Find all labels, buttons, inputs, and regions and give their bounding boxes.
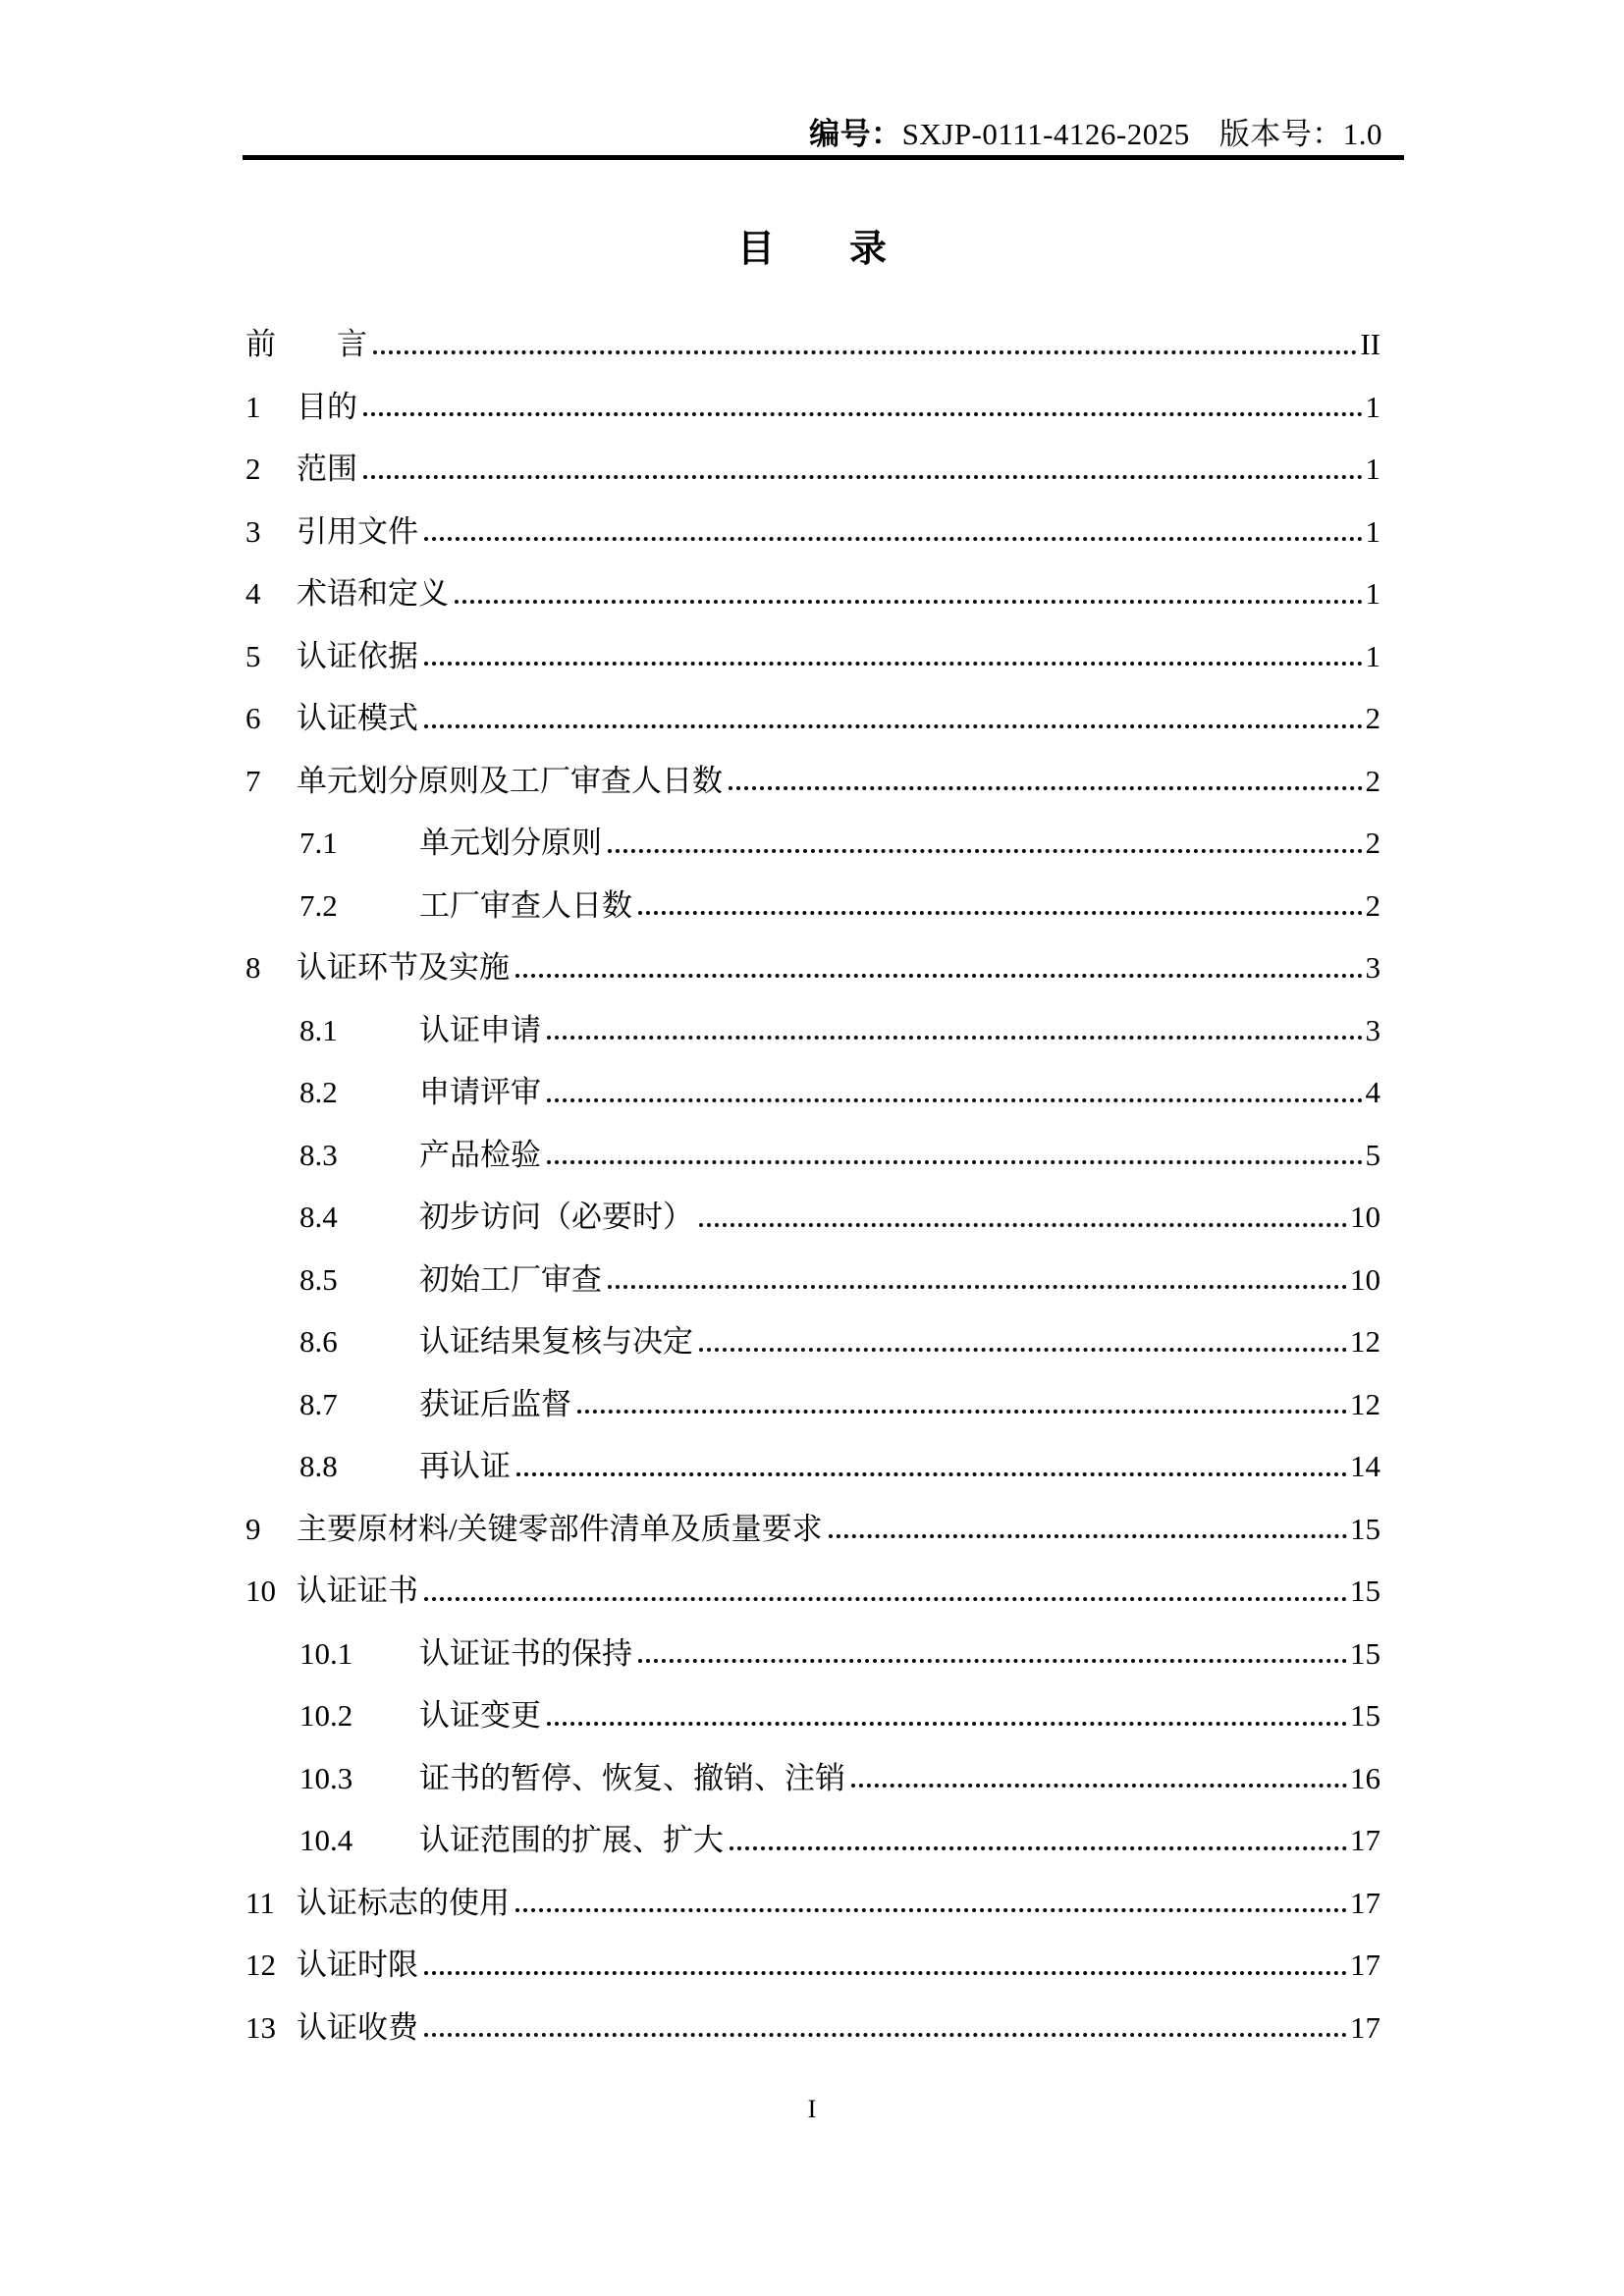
toc-page-number: 17 xyxy=(1350,1948,1380,1983)
toc-entry xyxy=(245,1171,1380,1234)
toc-leader xyxy=(699,1348,1347,1352)
toc-page-number: 17 xyxy=(1350,2009,1380,2045)
toc-page-number: 1 xyxy=(1365,389,1380,424)
toc-entry xyxy=(245,1234,1380,1297)
toc-entry-number: 9 xyxy=(245,1511,261,1546)
toc-page-number: 12 xyxy=(1350,1324,1380,1360)
toc-page-number: 1 xyxy=(1365,576,1380,612)
toc-entry xyxy=(245,1982,1380,2045)
toc-page-number: 3 xyxy=(1365,950,1380,986)
toc-entry-number: 12 xyxy=(245,1948,276,1983)
toc-entry-number: 6 xyxy=(245,701,261,736)
toc-entry-label: 证书的暂停、恢复、撤销、注销 xyxy=(419,1760,845,1795)
toc-page-number: 12 xyxy=(1350,1386,1380,1421)
toc-entry-number: 10.1 xyxy=(299,1635,353,1671)
toc-entry-number: 7.1 xyxy=(299,826,338,861)
toc-leader xyxy=(730,1846,1347,1850)
toc-entry-label: 单元划分原则 xyxy=(419,826,602,861)
toc-entry xyxy=(245,1608,1380,1671)
toc-entry-number: 10 xyxy=(245,1574,276,1609)
toc-entry-number: 8.3 xyxy=(299,1137,338,1172)
toc-page-number: 2 xyxy=(1365,887,1380,923)
toc-leader xyxy=(608,849,1363,853)
toc-leader xyxy=(424,2033,1347,2037)
toc-entry-label: 目的 xyxy=(297,389,357,424)
toc-entry-number: 10.2 xyxy=(299,1698,353,1734)
toc-entry xyxy=(245,1545,1380,1608)
toc-entry xyxy=(245,985,1380,1047)
toc-entry-number: 8.7 xyxy=(299,1386,338,1421)
toc-entry-label: 认证证书 xyxy=(297,1574,418,1609)
toc-leader xyxy=(851,1784,1347,1788)
toc-leader xyxy=(424,662,1363,666)
toc-entry-number: 10.4 xyxy=(299,1823,353,1858)
toc-entry xyxy=(245,1296,1380,1359)
toc-page-number: 17 xyxy=(1350,1885,1380,1920)
toc-leader xyxy=(699,1223,1347,1227)
toc-leader xyxy=(424,724,1363,728)
toc-entry-label: 认证证书的保持 xyxy=(419,1635,632,1671)
toc-entry xyxy=(245,1794,1380,1857)
toc-leader xyxy=(516,1472,1347,1476)
toc-entry xyxy=(245,298,1380,361)
toc-page-number: 10 xyxy=(1350,1261,1380,1297)
toc-entry-number: 8.1 xyxy=(299,1012,338,1047)
toc-entry-label: 认证依据 xyxy=(297,638,418,673)
toc-entry-label: 初步访问（必要时） xyxy=(419,1200,693,1235)
toc-leader xyxy=(363,412,1363,416)
toc-page-number: 16 xyxy=(1350,1760,1380,1795)
toc-entry-number: 8.5 xyxy=(299,1261,338,1297)
toc-page-number: 14 xyxy=(1350,1449,1380,1484)
toc-entry xyxy=(245,611,1380,673)
toc-leader xyxy=(547,1722,1347,1726)
toc-entry xyxy=(245,486,1380,549)
page-header xyxy=(245,118,1382,151)
toc-entry-label: 认证结果复核与决定 xyxy=(419,1324,693,1360)
toc-entry xyxy=(245,1733,1380,1795)
toc-entry-label: 申请评审 xyxy=(419,1075,541,1110)
toc-entry xyxy=(245,1483,1380,1546)
toc-entry xyxy=(245,672,1380,735)
toc-entry xyxy=(245,735,1380,798)
toc-entry-number: 4 xyxy=(245,576,261,612)
toc-entry-label: 认证时限 xyxy=(297,1948,418,1983)
toc-page-number: 15 xyxy=(1350,1698,1380,1734)
toc-entry xyxy=(245,1670,1380,1733)
toc-entry xyxy=(245,1857,1380,1920)
toc-leader xyxy=(638,911,1363,915)
toc-entry-number: 13 xyxy=(245,2009,276,2045)
toc-page-number: 15 xyxy=(1350,1635,1380,1671)
toc-leader xyxy=(638,1659,1347,1663)
toc-page-number: 1 xyxy=(1365,513,1380,549)
toc-entry-number: 8.2 xyxy=(299,1075,338,1110)
toc-entry-label: 主要原材料/关键零部件清单及质量要求 xyxy=(297,1511,823,1546)
toc-entry-label: 产品检验 xyxy=(419,1137,541,1172)
toc-leader xyxy=(424,1971,1347,1975)
toc-entry-label: 认证收费 xyxy=(297,2009,418,2045)
toc-entry-label: 再认证 xyxy=(419,1449,511,1484)
toc-page-number: 15 xyxy=(1350,1574,1380,1609)
toc-entry xyxy=(245,797,1380,860)
toc-entry-label: 获证后监督 xyxy=(419,1386,571,1421)
toc-leader xyxy=(363,475,1363,479)
toc-entry xyxy=(245,423,1380,486)
toc-leader xyxy=(424,537,1363,541)
toc-leader xyxy=(515,974,1363,978)
toc-leader xyxy=(373,350,1357,354)
toc-entry xyxy=(245,1109,1380,1172)
toc-entry-number: 1 xyxy=(245,389,261,424)
toc-entry-label: 单元划分原则及工厂审查人日数 xyxy=(297,763,723,798)
toc-page-number: 2 xyxy=(1365,701,1380,736)
toc-entry-label: 范围 xyxy=(297,452,357,487)
toc-leader xyxy=(829,1534,1347,1538)
toc-entry xyxy=(245,922,1380,985)
toc-leader xyxy=(547,1036,1363,1040)
toc-entry-label: 初始工厂审查 xyxy=(419,1261,602,1297)
toc-entry-number: 11 xyxy=(245,1885,275,1920)
toc-entry-label: 工厂审查人日数 xyxy=(419,887,632,923)
toc-entry-number: 2 xyxy=(245,452,261,487)
toc-entry-label: 认证环节及实施 xyxy=(297,950,510,986)
toc-entry-number: 8.6 xyxy=(299,1324,338,1360)
toc-entry-number: 8 xyxy=(245,950,261,986)
toc-leader xyxy=(608,1285,1347,1289)
toc-page-number: II xyxy=(1360,327,1380,362)
toc-page-number: 17 xyxy=(1350,1823,1380,1858)
toc-entry-number: 3 xyxy=(245,513,261,549)
toc-entry-label: 认证申请 xyxy=(419,1012,541,1047)
toc-page-number: 1 xyxy=(1365,638,1380,673)
toc-entry-number: 5 xyxy=(245,638,261,673)
version-label: 版本号： xyxy=(1218,117,1343,151)
toc-entry-number: 10.3 xyxy=(299,1760,353,1795)
toc-leader xyxy=(424,1597,1347,1601)
page-title: 目 录 xyxy=(736,229,887,270)
toc-page-number: 10 xyxy=(1350,1200,1380,1235)
toc-page-number: 5 xyxy=(1365,1137,1380,1172)
toc-leader xyxy=(547,1098,1363,1102)
toc-entry-number: 8.4 xyxy=(299,1200,338,1235)
toc-page-number: 3 xyxy=(1365,1012,1380,1047)
toc-leader xyxy=(515,1908,1347,1912)
toc-entry xyxy=(245,548,1380,611)
toc-leader xyxy=(547,1160,1363,1164)
toc-entry-label: 术语和定义 xyxy=(297,576,449,612)
page-footer-number: I xyxy=(807,2095,817,2123)
toc-entry-label: 前 言 xyxy=(245,327,367,362)
version-value: 1.0 xyxy=(1342,117,1382,151)
toc-entry xyxy=(245,1919,1380,1982)
toc-entry-label: 认证标志的使用 xyxy=(297,1885,510,1920)
toc-entry-label: 引用文件 xyxy=(297,513,418,549)
toc-entry xyxy=(245,1046,1380,1109)
toc-page-number: 2 xyxy=(1365,826,1380,861)
doc-number-label: 编号： xyxy=(809,117,902,151)
toc-entry xyxy=(245,1420,1380,1483)
toc-entry-label: 认证范围的扩展、扩大 xyxy=(419,1823,724,1858)
toc-page-number: 15 xyxy=(1350,1511,1380,1546)
toc-entry-number: 7 xyxy=(245,763,261,798)
toc-leader xyxy=(577,1410,1347,1414)
toc-entry xyxy=(245,860,1380,923)
toc-entry-number: 7.2 xyxy=(299,887,338,923)
toc-page-number: 4 xyxy=(1365,1075,1380,1110)
toc-page-number: 2 xyxy=(1365,763,1380,798)
toc-entry-number: 8.8 xyxy=(299,1449,338,1484)
toc-list xyxy=(245,298,1380,2044)
doc-number: SXJP-0111-4126-2025 xyxy=(901,117,1190,151)
toc-leader xyxy=(455,600,1363,604)
header-rule xyxy=(243,155,1404,160)
toc-entry-label: 认证变更 xyxy=(419,1698,541,1734)
toc-leader xyxy=(729,786,1363,790)
toc-entry xyxy=(245,1359,1380,1421)
toc-page-number: 1 xyxy=(1365,452,1380,487)
toc-entry-label: 认证模式 xyxy=(297,701,418,736)
toc-entry xyxy=(245,361,1380,424)
